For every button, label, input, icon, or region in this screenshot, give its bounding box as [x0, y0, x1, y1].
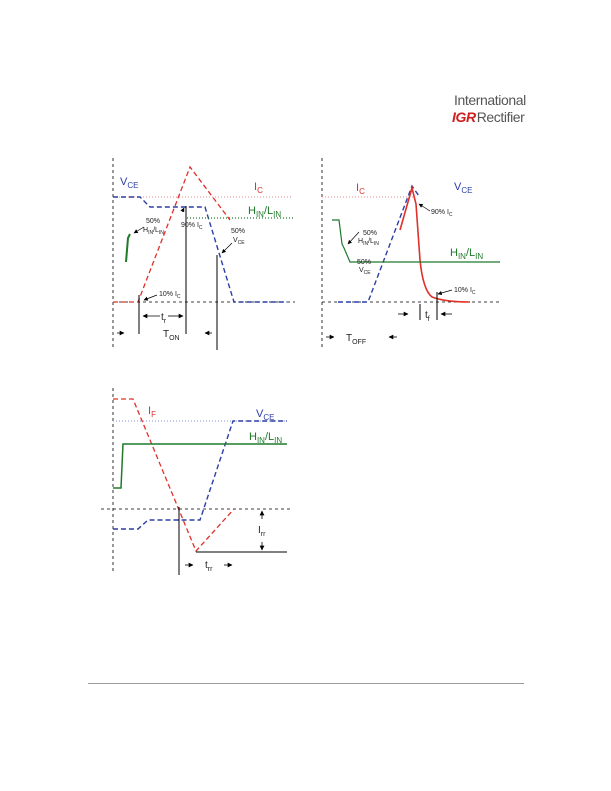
- logo-rectifier-text: Rectifier: [476, 109, 525, 125]
- figure-turn-on: [113, 158, 295, 350]
- turn-on-hin-small-label: $H_{IN}/L_{IN}$: [143, 227, 164, 236]
- turn-on-90pct-ic-label: 90% $I_C$: [181, 222, 203, 231]
- turn-on-ton-label: $T_{ON}$: [163, 329, 180, 342]
- figure-turn-off: [322, 158, 500, 350]
- turn-off-50pct-hin-label: 50%: [363, 230, 378, 237]
- turn-off-50pct-vce-label: 50%: [357, 259, 372, 266]
- turn-off-90pct-ic-pointer: [419, 204, 430, 211]
- recovery-irr-label: $I_{rr}$: [258, 525, 266, 538]
- turn-off-vce-label: $V_{CE}$: [454, 181, 473, 195]
- recovery-hin-label: $H_{IN}/L_{IN}$: [249, 431, 283, 445]
- turn-on-ic-label: $I_C$: [254, 181, 263, 195]
- turn-off-hin-small-label: $H_{IN}/L_{IN}$: [358, 238, 379, 247]
- turn-on-10pct-ic-label: 10% $I_C$: [159, 291, 181, 300]
- turn-off-vce-small-label: $V_{CE}$: [359, 267, 371, 276]
- turn-on-hin-rising-edge: [126, 234, 130, 262]
- turn-on-vce-label: $V_{CE}$: [120, 176, 139, 190]
- turn-on-90pct-ic-pointer: [182, 208, 184, 212]
- turn-off-90pct-ic-label: 90% $I_C$: [431, 209, 453, 218]
- figure-reverse-recovery: [101, 388, 293, 575]
- turn-off-tf-label: $t_f$: [425, 310, 430, 323]
- logo-igr-mark: IGR: [452, 109, 476, 125]
- turn-on-50pct-vce-label: 50%: [231, 228, 246, 235]
- recovery-hin-trace: [113, 444, 287, 488]
- turn-off-10pct-ic-pointer: [438, 290, 452, 294]
- turn-on-10pct-ic-pointer: [144, 295, 157, 300]
- logo-line-international: International: [454, 92, 526, 108]
- turn-off-hin-label: $H_{IN}/L_{IN}$: [450, 247, 484, 261]
- turn-off-ic-trace: [400, 188, 470, 302]
- turn-off-10pct-ic-label: 10% $I_C$: [454, 287, 476, 296]
- turn-on-50pct-vce-pointer: [222, 243, 232, 253]
- recovery-if-trace: [113, 399, 234, 551]
- turn-off-ic-label: $I_C$: [356, 182, 365, 196]
- recovery-vce-label: $V_{CE}$: [256, 408, 275, 422]
- turn-on-vce-small-label: $V_{CE}$: [233, 237, 245, 246]
- turn-on-tr-label: $t_r$: [161, 312, 167, 325]
- recovery-trr-label: $t_{rr}$: [205, 560, 213, 573]
- turn-off-toff-label: $T_{OFF}$: [346, 333, 367, 346]
- turn-on-hin-label: $H_{IN}/L_{IN}$: [248, 205, 282, 219]
- recovery-if-label: $I_F$: [148, 405, 156, 419]
- footer-divider: [88, 683, 524, 684]
- turn-on-50pct-hin-label: 50%: [146, 218, 161, 225]
